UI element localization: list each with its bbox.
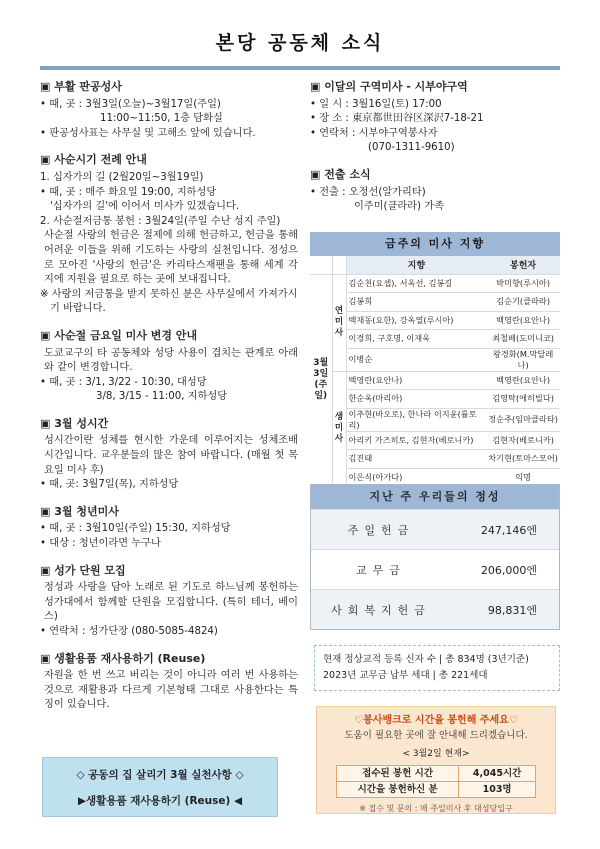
volunteer-note: ※ 접수 및 문의 : 매 주일미사 후 대성당입구 [359, 804, 513, 813]
section-holy-hour [40, 417, 298, 493]
offering-label: 주일헌금 [347, 523, 415, 537]
section-youth-mass [40, 505, 298, 552]
page-title: 본당 공동체 소식 [215, 32, 385, 54]
section-district-mass [310, 80, 560, 156]
volunteer-table [336, 765, 536, 798]
text-line: 2. 사순절저금통 봉헌 : 3월24일(주일 수난 성지 주일) [40, 215, 281, 227]
text-line: (070-1311-9610) [368, 142, 455, 154]
intention-cell: 한순옥(마리아) [346, 390, 486, 409]
volunteer-label: 시간을 봉헌하신 분 [337, 782, 459, 798]
offering-box [310, 484, 560, 630]
note: ※ 사랑의 저금통을 받지 못하신 분은 사무실에서 가져가시기 바랍니다. [40, 288, 298, 315]
volunteer-value: 103명 [459, 782, 536, 798]
offering-value: 98,831엔 [487, 603, 537, 617]
volunteer-title: ♡봉사뱅크로 시간을 봉헌해 주세요♡ [354, 715, 518, 726]
practice-item: ▶생활용품 재사용하기 (Reuse) ◀ [77, 795, 243, 807]
intention-cell: 이은식(아가다) [346, 468, 486, 487]
section-reuse [40, 652, 298, 713]
intention-cell: 김봉희 [346, 293, 486, 312]
offering-value: 247,146엔 [480, 523, 537, 537]
table-row [310, 408, 560, 431]
intention-cell: 김진태 [346, 450, 486, 469]
table-header-row [310, 256, 560, 274]
table-row [310, 450, 560, 469]
text-line: • 때, 곳 : 매주 화요일 19:00, 지하성당 [40, 186, 217, 198]
offerer-cell: 익명 [486, 468, 560, 487]
text-line: • 때, 곳 : 3월10일(주일) 15:30, 지하성당 [40, 523, 231, 535]
offering-value: 206,000엔 [480, 563, 537, 577]
table-row [310, 431, 560, 450]
mass-date: 3월 3일 (주일) [310, 274, 332, 487]
paragraph: 성시간이란 성체를 현시한 가운데 이루어지는 성체조배 시간입니다. 교우분들의 많은 참여 바랍니다. (매월 첫 목요일 미사 후) [44, 435, 298, 476]
mass-intentions-title: 금주의 미사 지향 [310, 232, 560, 256]
page-title-wrap [0, 28, 600, 55]
intention-cell: 백영란(요안나) [346, 371, 486, 390]
text-line: • 장 소 : 東京都世田谷区深沢7-18-21 [310, 113, 484, 125]
stat-line: 현재 정상교적 등록 신자 수 | 총 834명 (3년기준) [323, 654, 529, 665]
text-line: • 대상 : 청년이라면 누구나 [40, 538, 161, 550]
right-column [310, 80, 560, 227]
text-line: 1. 십자가의 길 (2월20일~3월19일) [40, 171, 204, 183]
intention-cell: 이병순 [346, 348, 486, 371]
section-heading: ▣ 부활 판공성사 [40, 80, 298, 95]
offerer-cell: 최철배(도미니코) [486, 330, 560, 349]
offering-label: 교무금 [356, 563, 406, 577]
section-heading: ▣ 사순시기 전례 안내 [40, 153, 298, 168]
text-line: • 일 시 : 3월16일(토) 17:00 [310, 98, 442, 110]
section-heading: ▣ 3월 성시간 [40, 417, 298, 432]
column-header: 봉헌자 [486, 256, 560, 274]
paragraph: 자원을 한 번 쓰고 버리는 것이 아니라 여러 번 사용하는 것으로 재활용과 다르게 기본형태 그대로 사용한다는 특징이 있습니다. [44, 670, 298, 711]
offering-row [311, 549, 559, 589]
intention-cell: 이경희, 구호명, 이재욱 [346, 330, 486, 349]
mass-type: 생미사 [332, 371, 346, 487]
offerer-cell: 백영란(요안나) [486, 311, 560, 330]
table-row [310, 293, 560, 312]
text-line: 이주미(클라라) 가족 [354, 201, 444, 213]
text-line: • 때, 곳 : 3월3일(오늘)~3월17일(주일) [40, 98, 221, 110]
practice-title: ◇ 공동의 집 살리기 3월 실천사항 ◇ [76, 769, 244, 781]
paragraph: 사순절 사랑의 헌금은 절제에 의해 헌금하고, 헌금을 통해 어려운 이들을 위해 기도하는 사랑의 실천입니다. 정성으로 모아진 '사랑의 헌금'은 카리타스재팬을 통해 세계 각지에 지원을 필요로 하는 곳에 보내집니다. [44, 230, 298, 286]
mass-intentions-table [310, 256, 560, 487]
volunteer-desc: 도움이 필요한 곳에 잘 안내해 드리겠습니다. [344, 730, 528, 741]
offering-row [311, 589, 559, 629]
offerer-cell: 김순기(클라라) [486, 293, 560, 312]
section-heading: ▣ 생활용품 재사용하기 (Reuse) [40, 652, 298, 667]
table-row [310, 330, 560, 349]
mass-type: 연미사 [332, 274, 346, 371]
section-heading: ▣ 전출 소식 [310, 168, 560, 183]
intention-cell: 아리키 가즈히토, 김현자(베로니카) [346, 431, 486, 450]
intention-cell: 이추현(바오로), 한나라 이지윤(률토리) [346, 408, 486, 431]
section-heading: ▣ 성가 단원 모집 [40, 564, 298, 579]
section-friday-mass [40, 329, 298, 405]
volunteer-label: 접수된 봉헌 시간 [337, 766, 459, 782]
title-divider [40, 66, 560, 70]
offerer-cell: 왕경화(M.막달레나) [486, 348, 560, 371]
text-line: • 전출 : 오정선(알가리타) [310, 186, 426, 198]
text-line: '십자가의 길'에 이어서 미사가 있겠습니다. [50, 201, 240, 213]
text-line: 3/8, 3/15 - 11:00, 지하성당 [96, 391, 228, 403]
section-lent-liturgy [40, 153, 298, 317]
paragraph: 정성과 사랑을 담아 노래로 된 기도로 하느님께 봉헌하는 성가대에서 함께할 단원을 모집합니다. (특히 테너, 베이스) [44, 582, 298, 623]
parish-stats [314, 645, 560, 691]
text-line: • 연락처 : 시부야구역봉사자 [310, 127, 438, 139]
text-line: • 판공성사표는 사무실 및 고해소 앞에 있습니다. [40, 127, 256, 139]
volunteer-bank-box [316, 706, 556, 814]
offerer-cell: 김현자(베로니카) [486, 431, 560, 450]
paragraph: 도쿄교구의 타 공동체와 성당 사용이 겹치는 관계로 아래와 같이 변경합니다. [44, 347, 298, 374]
table-row [310, 274, 560, 293]
volunteer-value: 4,045시간 [459, 766, 536, 782]
offerer-cell: 백영란(요안나) [486, 371, 560, 390]
text-line: • 연락처 : 성가단장 (080-5085-4824) [40, 626, 218, 637]
text-line: 11:00~11:50, 1층 담화실 [100, 113, 223, 125]
section-heading: ▣ 이달의 구역미사 - 시부야구역 [310, 80, 560, 95]
left-column [40, 80, 298, 725]
monthly-practice-box [42, 757, 278, 817]
text-line: • 때, 곳: 3월7일(목), 지하성당 [40, 479, 179, 491]
table-row [310, 311, 560, 330]
section-heading: ▣ 사순절 금요일 미사 변경 안내 [40, 329, 298, 344]
table-row [310, 371, 560, 390]
offering-title: 지난 주 우리들의 정성 [311, 485, 559, 509]
stat-line: 2023년 교무금 납부 세대 | 총 221세대 [323, 670, 488, 681]
intention-cell: 백재동(요한), 강옥열(루시아) [346, 311, 486, 330]
offerer-cell: 차기현(토마스모어) [486, 450, 560, 469]
section-transfer [310, 168, 560, 215]
text-line: • 때, 곳 : 3/1, 3/22 - 10:30, 대성당 [40, 376, 207, 388]
offering-label: 사회복지헌금 [331, 603, 431, 617]
section-heading: ▣ 3월 청년미사 [40, 505, 298, 520]
section-confession [40, 80, 298, 141]
offerer-cell: 박미향(루시아) [486, 274, 560, 293]
table-row [310, 390, 560, 409]
column-header: 지향 [346, 256, 486, 274]
section-choir [40, 564, 298, 640]
offerer-cell: 김영탁(에히빌다) [486, 390, 560, 409]
mass-intentions [310, 232, 560, 487]
volunteer-date: < 3월2일 현재> [402, 749, 470, 759]
offering-row [311, 509, 559, 549]
table-row [310, 348, 560, 371]
offerer-cell: 정순주(임마클라타) [486, 408, 560, 431]
intention-cell: 김순천(요셉), 서옥선, 김봉길 [346, 274, 486, 293]
